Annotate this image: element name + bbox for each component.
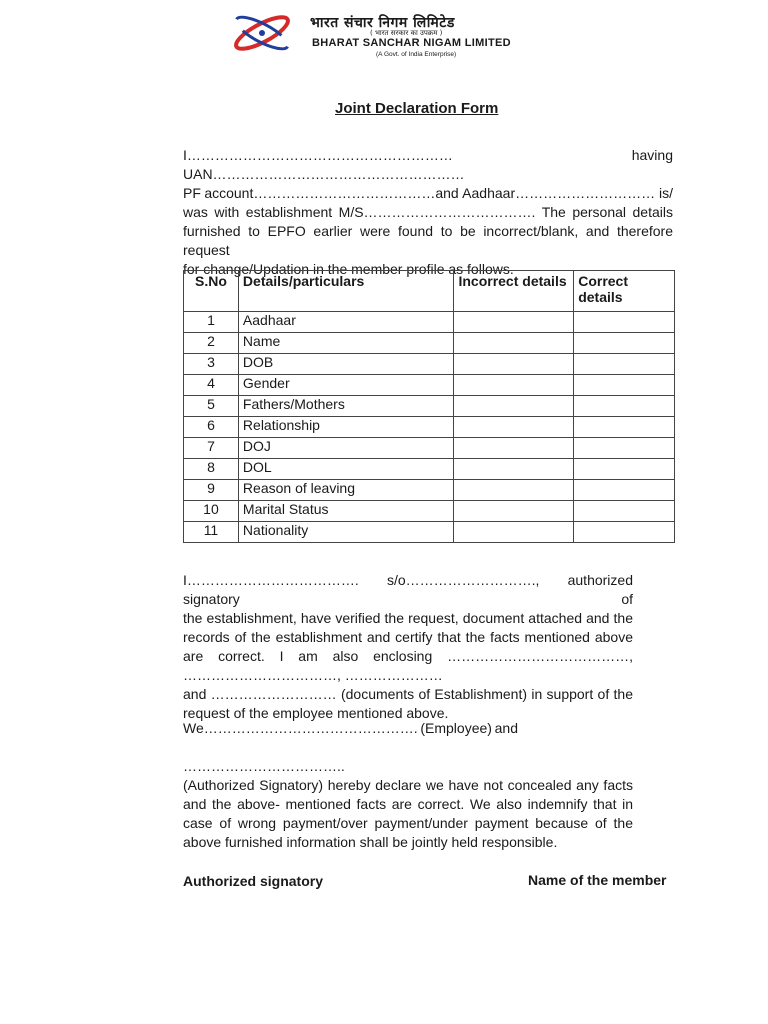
row-detail: Gender bbox=[238, 375, 454, 396]
table-header-row bbox=[184, 271, 675, 312]
intro-paragraph bbox=[183, 146, 673, 279]
company-sub-hindi: ( भारत सरकार का उपक्रम ) bbox=[370, 29, 443, 37]
table-row bbox=[184, 459, 675, 480]
row-sno: 9 bbox=[184, 480, 239, 501]
row-correct-cell bbox=[574, 375, 675, 396]
table-row bbox=[184, 333, 675, 354]
row-incorrect-cell bbox=[454, 522, 574, 543]
header-correct: Correct details bbox=[574, 271, 675, 312]
row-detail: Aadhaar bbox=[238, 312, 454, 333]
row-incorrect-cell bbox=[454, 375, 574, 396]
form-title: Joint Declaration Form bbox=[335, 100, 499, 117]
table-row bbox=[184, 522, 675, 543]
row-correct-cell bbox=[574, 312, 675, 333]
row-sno: 1 bbox=[184, 312, 239, 333]
aadhaar-blank: Aadhaar………………………… is/ bbox=[462, 185, 673, 201]
member-name-label: Name of the member bbox=[528, 872, 667, 888]
row-incorrect-cell bbox=[454, 312, 574, 333]
intro-line-5: furnished to EPFO earlier were found to be incorrect/blank, and therefore request bbox=[183, 223, 673, 258]
row-sno: 7 bbox=[184, 438, 239, 459]
company-sub-english: (A Govt. of India Enterprise) bbox=[376, 51, 457, 58]
intro-text: PF bbox=[183, 185, 201, 201]
certification-paragraph bbox=[183, 571, 633, 723]
word: are bbox=[183, 648, 204, 664]
row-sno: 3 bbox=[184, 354, 239, 375]
word: and bbox=[494, 720, 518, 736]
row-correct-cell bbox=[574, 354, 675, 375]
word: also bbox=[332, 648, 359, 664]
declaration-line: and the above- mentioned facts are correct. We also indemnify that in bbox=[183, 796, 633, 812]
row-correct-cell bbox=[574, 333, 675, 354]
row-correct-cell bbox=[574, 459, 675, 480]
row-incorrect-cell bbox=[454, 417, 574, 438]
bsnl-logo-icon bbox=[230, 12, 300, 52]
row-incorrect-cell bbox=[454, 459, 574, 480]
row-detail: DOB bbox=[238, 354, 454, 375]
word: correct. bbox=[218, 648, 265, 664]
row-incorrect-cell bbox=[454, 480, 574, 501]
row-sno: 5 bbox=[184, 396, 239, 417]
declaration-paragraph bbox=[183, 757, 633, 852]
table-row bbox=[184, 312, 675, 333]
word: enclosing bbox=[373, 648, 433, 664]
signatory-name-blank: …………………………….. bbox=[183, 758, 345, 774]
certification-line bbox=[183, 647, 633, 666]
row-sno: 4 bbox=[184, 375, 239, 396]
table-row bbox=[184, 480, 675, 501]
table-row bbox=[184, 438, 675, 459]
certification-line: I………………………………. s/o………………………., authorized signatory of bbox=[183, 572, 633, 607]
row-correct-cell bbox=[574, 396, 675, 417]
details-table bbox=[183, 270, 675, 543]
table-row bbox=[184, 501, 675, 522]
declaration-line-1 bbox=[183, 719, 633, 738]
row-correct-cell bbox=[574, 522, 675, 543]
word: am bbox=[298, 648, 318, 664]
row-incorrect-cell bbox=[454, 333, 574, 354]
row-detail: Relationship bbox=[238, 417, 454, 438]
row-detail: DOJ bbox=[238, 438, 454, 459]
header-incorrect: Incorrect details bbox=[454, 271, 574, 312]
intro-line-1 bbox=[183, 146, 673, 165]
declaration-line: above furnished information shall be jointly held responsible. bbox=[183, 834, 558, 850]
row-correct-cell bbox=[574, 438, 675, 459]
intro-line-6: for change/Updation in the member profile as follows. bbox=[183, 261, 514, 277]
authorized-signatory-label: Authorized signatory bbox=[183, 873, 324, 889]
row-sno: 8 bbox=[184, 459, 239, 480]
row-correct-cell bbox=[574, 501, 675, 522]
employee-name-blank: We………………………………………. bbox=[183, 720, 418, 736]
declaration-line: (Authorized Signatory) hereby declare we have not concealed any facts bbox=[183, 777, 633, 793]
row-sno: 11 bbox=[184, 522, 239, 543]
table-row bbox=[184, 375, 675, 396]
uan-blank: UAN……………………………………………… bbox=[183, 166, 465, 182]
pf-account-blank: account…………………………………and bbox=[204, 185, 459, 201]
row-incorrect-cell bbox=[454, 396, 574, 417]
row-detail: Marital Status bbox=[238, 501, 454, 522]
row-incorrect-cell bbox=[454, 354, 574, 375]
certification-line: records of the establishment and certify that the facts mentioned above bbox=[183, 629, 633, 645]
row-correct-cell bbox=[574, 480, 675, 501]
company-name-english: BHARAT SANCHAR NIGAM LIMITED bbox=[312, 37, 511, 49]
row-detail: Name bbox=[238, 333, 454, 354]
table-row bbox=[184, 354, 675, 375]
documents-blank-line: ……………………………, ………………… bbox=[183, 667, 443, 683]
company-name-hindi: भारत संचार निगम लिमिटेड bbox=[310, 15, 455, 31]
intro-line-3 bbox=[183, 184, 673, 203]
table-row bbox=[184, 417, 675, 438]
table-row bbox=[184, 396, 675, 417]
intro-line-4: was with establishment M/S………………………………. The personal details bbox=[183, 204, 673, 220]
header-sno: S.No bbox=[184, 271, 239, 312]
row-detail: Fathers/Mothers bbox=[238, 396, 454, 417]
row-correct-cell bbox=[574, 417, 675, 438]
row-detail: Reason of leaving bbox=[238, 480, 454, 501]
row-incorrect-cell bbox=[454, 438, 574, 459]
declaration-we-row bbox=[183, 719, 518, 738]
row-detail: Nationality bbox=[238, 522, 454, 543]
documents-blank: …………………………………, bbox=[447, 648, 633, 664]
word: (Employee) bbox=[420, 720, 492, 736]
row-incorrect-cell bbox=[454, 501, 574, 522]
word: I bbox=[279, 648, 284, 664]
certification-line: the establishment, have verified the request, document attached and the bbox=[183, 610, 633, 626]
declaration-line: case of wrong payment/over payment/under payment because of the bbox=[183, 815, 633, 831]
certification-line: and ……………………… (documents of Establishment) in support of the bbox=[183, 686, 633, 702]
row-sno: 10 bbox=[184, 501, 239, 522]
bsnl-header bbox=[230, 12, 560, 58]
intro-text: having bbox=[631, 147, 673, 163]
certification-line: request of the employee mentioned above. bbox=[183, 705, 449, 721]
row-sno: 2 bbox=[184, 333, 239, 354]
row-sno: 6 bbox=[184, 417, 239, 438]
header-details: Details/particulars bbox=[238, 271, 454, 312]
member-name-blank: I………………………………………………… bbox=[183, 147, 453, 163]
row-detail: DOL bbox=[238, 459, 454, 480]
